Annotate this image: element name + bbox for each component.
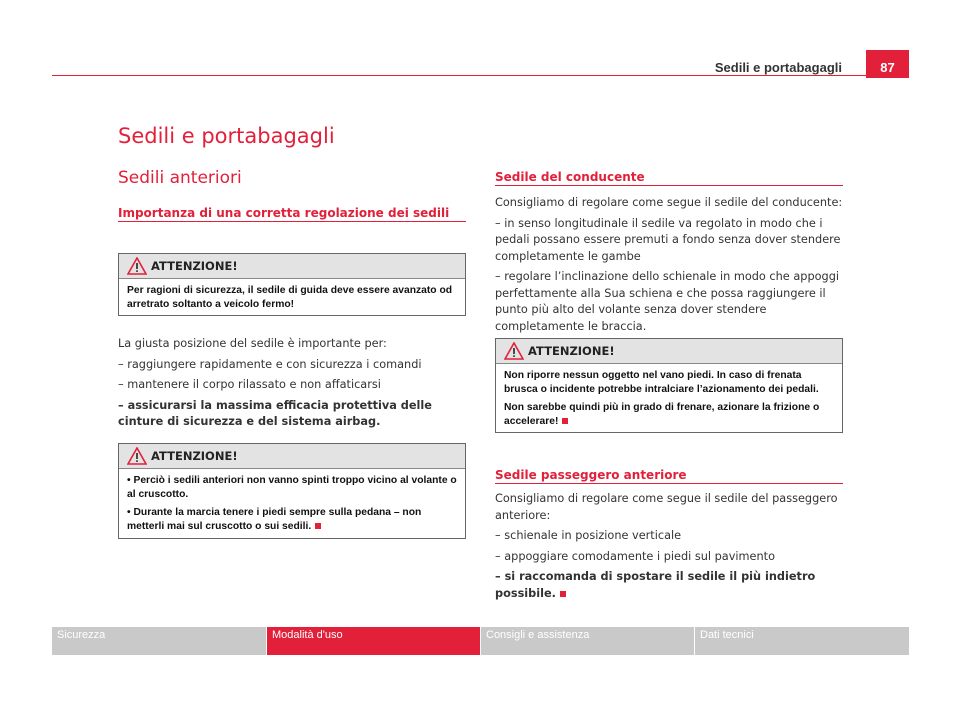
warning-paragraph: Per ragioni di sicurezza, il sedile di guida deve essere avanzato od arretrato soltanto a veicolo fermo! [127,285,453,310]
list-item: – raggiungere rapidamente e con sicurezza i comandi [118,357,422,371]
page-number: 87 [866,50,909,78]
right-body-1 [495,195,843,335]
chapter-title: Sedili e portabagagli [118,124,335,148]
warning-box-header [119,254,465,279]
right-section-heading-2: Sedile passeggero anteriore [495,468,687,482]
footer-tab-sicurezza[interactable] [52,627,266,655]
list-item-bold: – assicurarsi la massima efficacia protettiva delle cinture di sicurezza e del sistema airbag. [118,398,432,428]
list-item-bold-last [495,569,843,602]
section-title: Sedili anteriori [118,168,242,188]
warning-triangle-icon [504,342,524,360]
warning-box-header [496,339,842,364]
footer-tab-label: Dati tecnici [700,629,754,641]
footer-tab-label: Consigli e assistenza [486,629,590,641]
warning-box-3 [495,338,843,433]
warning-triangle-icon [127,447,147,465]
list-item: – regolare l’inclinazione dello schienale in modo che appoggi perfettamente alla Sua schiena e che possa raggiungere il punto più alto del volante senza dover stendere completamente le braccia. [495,270,840,333]
list-item-bold-text: – si raccomanda di spostare il sedile il più indietro possibile. [495,570,816,600]
left-intro: La giusta posizione del sedile è importante per: [118,337,387,350]
warning-paragraph-text: Non sarebbe quindi più in grado di frenare, azionare la frizione o accelerare! [504,402,820,427]
footer-tab-dati-tecnici[interactable] [695,627,909,655]
left-body [118,336,468,431]
right-section-rule-2 [495,483,843,484]
header-rule [52,75,866,76]
warning-box-2 [118,443,466,539]
end-mark-icon [562,418,568,424]
warning-title: ATTENZIONE! [528,344,615,358]
warning-paragraph: • Perciò i sedili anteriori non vanno spinti troppo vicino al volante o al cruscotto. [127,475,457,500]
right-body-2 [495,491,843,602]
warning-title: ATTENZIONE! [151,449,238,463]
left-section-heading: Importanza di una corretta regolazione dei sedili [118,206,450,220]
warning-paragraph-last [504,401,834,429]
left-section-rule [118,221,466,222]
list-item: – appoggiare comodamente i piedi sul pavimento [495,549,776,563]
end-mark-icon [315,523,321,529]
right-section-rule-1 [495,185,843,186]
warning-box-1 [118,253,466,316]
footer-tab-label: Sicurezza [57,629,106,641]
footer-tab-modalita-uso[interactable] [267,627,480,655]
end-mark-icon [560,591,566,597]
right-intro-2: Consigliamo di regolare come segue il sedile del passeggero anteriore: [495,492,838,522]
right-intro-1: Consigliamo di regolare come segue il sedile del conducente: [495,196,843,209]
footer-tab-consigli-assistenza[interactable] [481,627,694,655]
warning-text [119,469,465,540]
list-item: – schienale in posizione verticale [495,529,682,542]
warning-triangle-icon [127,257,147,275]
list-item: – mantenere il corpo rilassato e non affaticarsi [118,378,381,391]
warning-paragraph: Non riporre nessun oggetto nel vano piedi. In caso di frenata brusca o incidente potrebbe intralciare l’azionamento dei pedali. [504,370,819,395]
right-section-heading-1: Sedile del conducente [495,170,645,184]
warning-paragraph-last [127,506,457,534]
warning-paragraph-text: • Durante la marcia tenere i piedi sempre sulla pedana – non metterli mai sul cruscotto o sui sedili. [127,507,422,532]
list-item: – in senso longitudinale il sedile va regolato in modo che i pedali possano essere premuti a fondo senza dover stendere completamente le gambe [495,216,841,263]
warning-title: ATTENZIONE! [151,259,238,273]
footer-tab-label: Modalità d'uso [272,629,343,641]
warning-text [119,279,465,318]
warning-box-header [119,444,465,469]
warning-text [496,364,842,435]
running-header-title: Sedili e portabagagli [714,60,842,75]
